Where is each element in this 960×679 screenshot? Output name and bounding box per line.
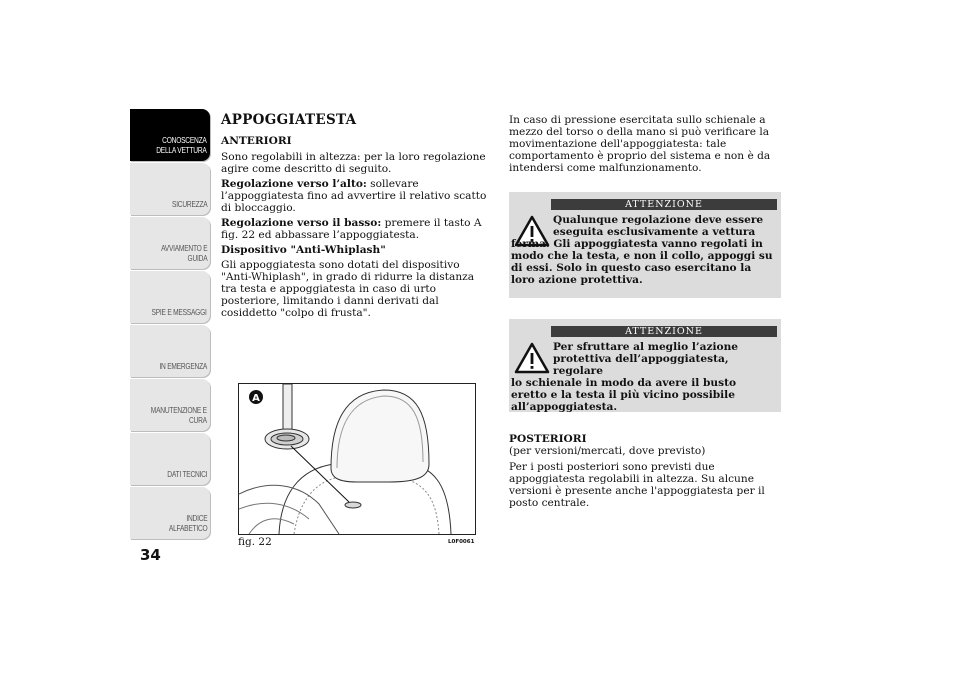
intro-paragraph: Sono regolabili in altezza: per la loro regolazione agire come descritto di seguito. [221, 151, 486, 175]
right-column [509, 114, 781, 174]
device-paragraph: Gli appoggiatesta sono dotati del dispositivo "Anti-Whiplash", in grado di ridurre la distanza tra testa e appoggiatesta in caso di urto posteriore, limitando i danni derivati dal cosiddetto "colpo di frusta". [221, 259, 475, 319]
tab-label: AVVIAMENTO E GUIDA [160, 243, 207, 263]
warning-header: ATTENZIONE [551, 326, 777, 337]
adjust-up-paragraph [221, 178, 489, 214]
rear-section [509, 433, 781, 513]
tab-avviamento-guida[interactable] [130, 217, 210, 269]
tab-dati-tecnici[interactable] [130, 433, 210, 485]
warning-rest: ferma. Gli appoggiatesta vanno regolati in modo che la testa, e non il collo, appoggi su di essi. Solo in questo caso esercitano la loro azione protettiva. [511, 238, 773, 286]
tab-indice-alfabetico[interactable] [130, 487, 210, 539]
device-title: Dispositivo "Anti-Whiplash" [221, 244, 386, 256]
adjust-up-text: sollevare l’appoggiatesta fino ad avvertire il relativo scatto di bloccaggio. [221, 178, 487, 214]
callout-label: A [252, 393, 260, 404]
tab-in-emergenza[interactable] [130, 325, 210, 377]
tab-spie-messaggi[interactable] [130, 271, 210, 323]
tab-label: CONOSCENZA DELLA VETTURA [156, 135, 207, 155]
pressure-paragraph: In caso di pressione esercitata sullo schienale a mezzo del torso o della mano si può verificare la movimentazione dell'appoggiatesta: tale comportamento è proprio del sistema e non è da intendersi come malfunzionamento. [509, 114, 771, 174]
tab-label: SPIE E MESSAGGI [151, 307, 207, 317]
chapter-sidebar [130, 109, 210, 541]
page-number: 34 [140, 546, 161, 564]
headrest-illustration [238, 383, 476, 535]
adjust-down-label: Regolazione verso il basso: [221, 217, 382, 229]
tab-label: INDICE ALFABETICO [168, 513, 207, 533]
figure-code: L0F0061 [448, 539, 475, 545]
tab-conoscenza-vettura[interactable] [130, 109, 210, 161]
subsection-title: ANTERIORI [221, 135, 292, 147]
rear-paragraph: Per i posti posteriori sono previsti due appoggiatesta regolabili in altezza. Su alcune versioni è presente anche l'appoggiatesta per il posto centrale. [509, 461, 765, 509]
tab-label: DATI TECNICI [166, 469, 207, 479]
tab-label: IN EMERGENZA [159, 361, 207, 371]
adjust-down-paragraph [221, 217, 489, 241]
warning-first-line: Per sfruttare al meglio l’azione protettiva dell’appoggiatesta, regolare [553, 341, 739, 377]
adjust-up-label: Regolazione verso l’alto: [221, 178, 367, 190]
rear-note: (per versioni/mercati, dove previsto) [509, 445, 706, 457]
section-title: APPOGGIATESTA [221, 112, 357, 128]
warning-text [509, 341, 781, 413]
figure-caption: fig. 22 [238, 536, 272, 548]
headrest-drawing [239, 384, 475, 534]
tab-sicurezza[interactable] [130, 163, 210, 215]
tab-label: MANUTENZIONE E CURA [150, 405, 207, 425]
tab-manutenzione-cura[interactable] [130, 379, 210, 431]
warning-rest: lo schienale in modo da avere il busto eretto e la testa il più vicino possibile all’appoggiatesta. [511, 377, 737, 413]
left-column [221, 114, 489, 322]
warning-box-2 [509, 319, 781, 412]
rear-title: POSTERIORI [509, 433, 587, 445]
tab-label: SICUREZZA [171, 199, 207, 209]
adjust-down-text: premere il tasto A fig. 22 ed abbassare l’appoggiatesta. [221, 217, 482, 241]
warning-header: ATTENZIONE [551, 199, 777, 210]
warning-text [509, 214, 781, 286]
warning-box-1 [509, 192, 781, 298]
warning-first-line: Qualunque regolazione deve essere eseguita esclusivamente a vettura [553, 214, 764, 238]
